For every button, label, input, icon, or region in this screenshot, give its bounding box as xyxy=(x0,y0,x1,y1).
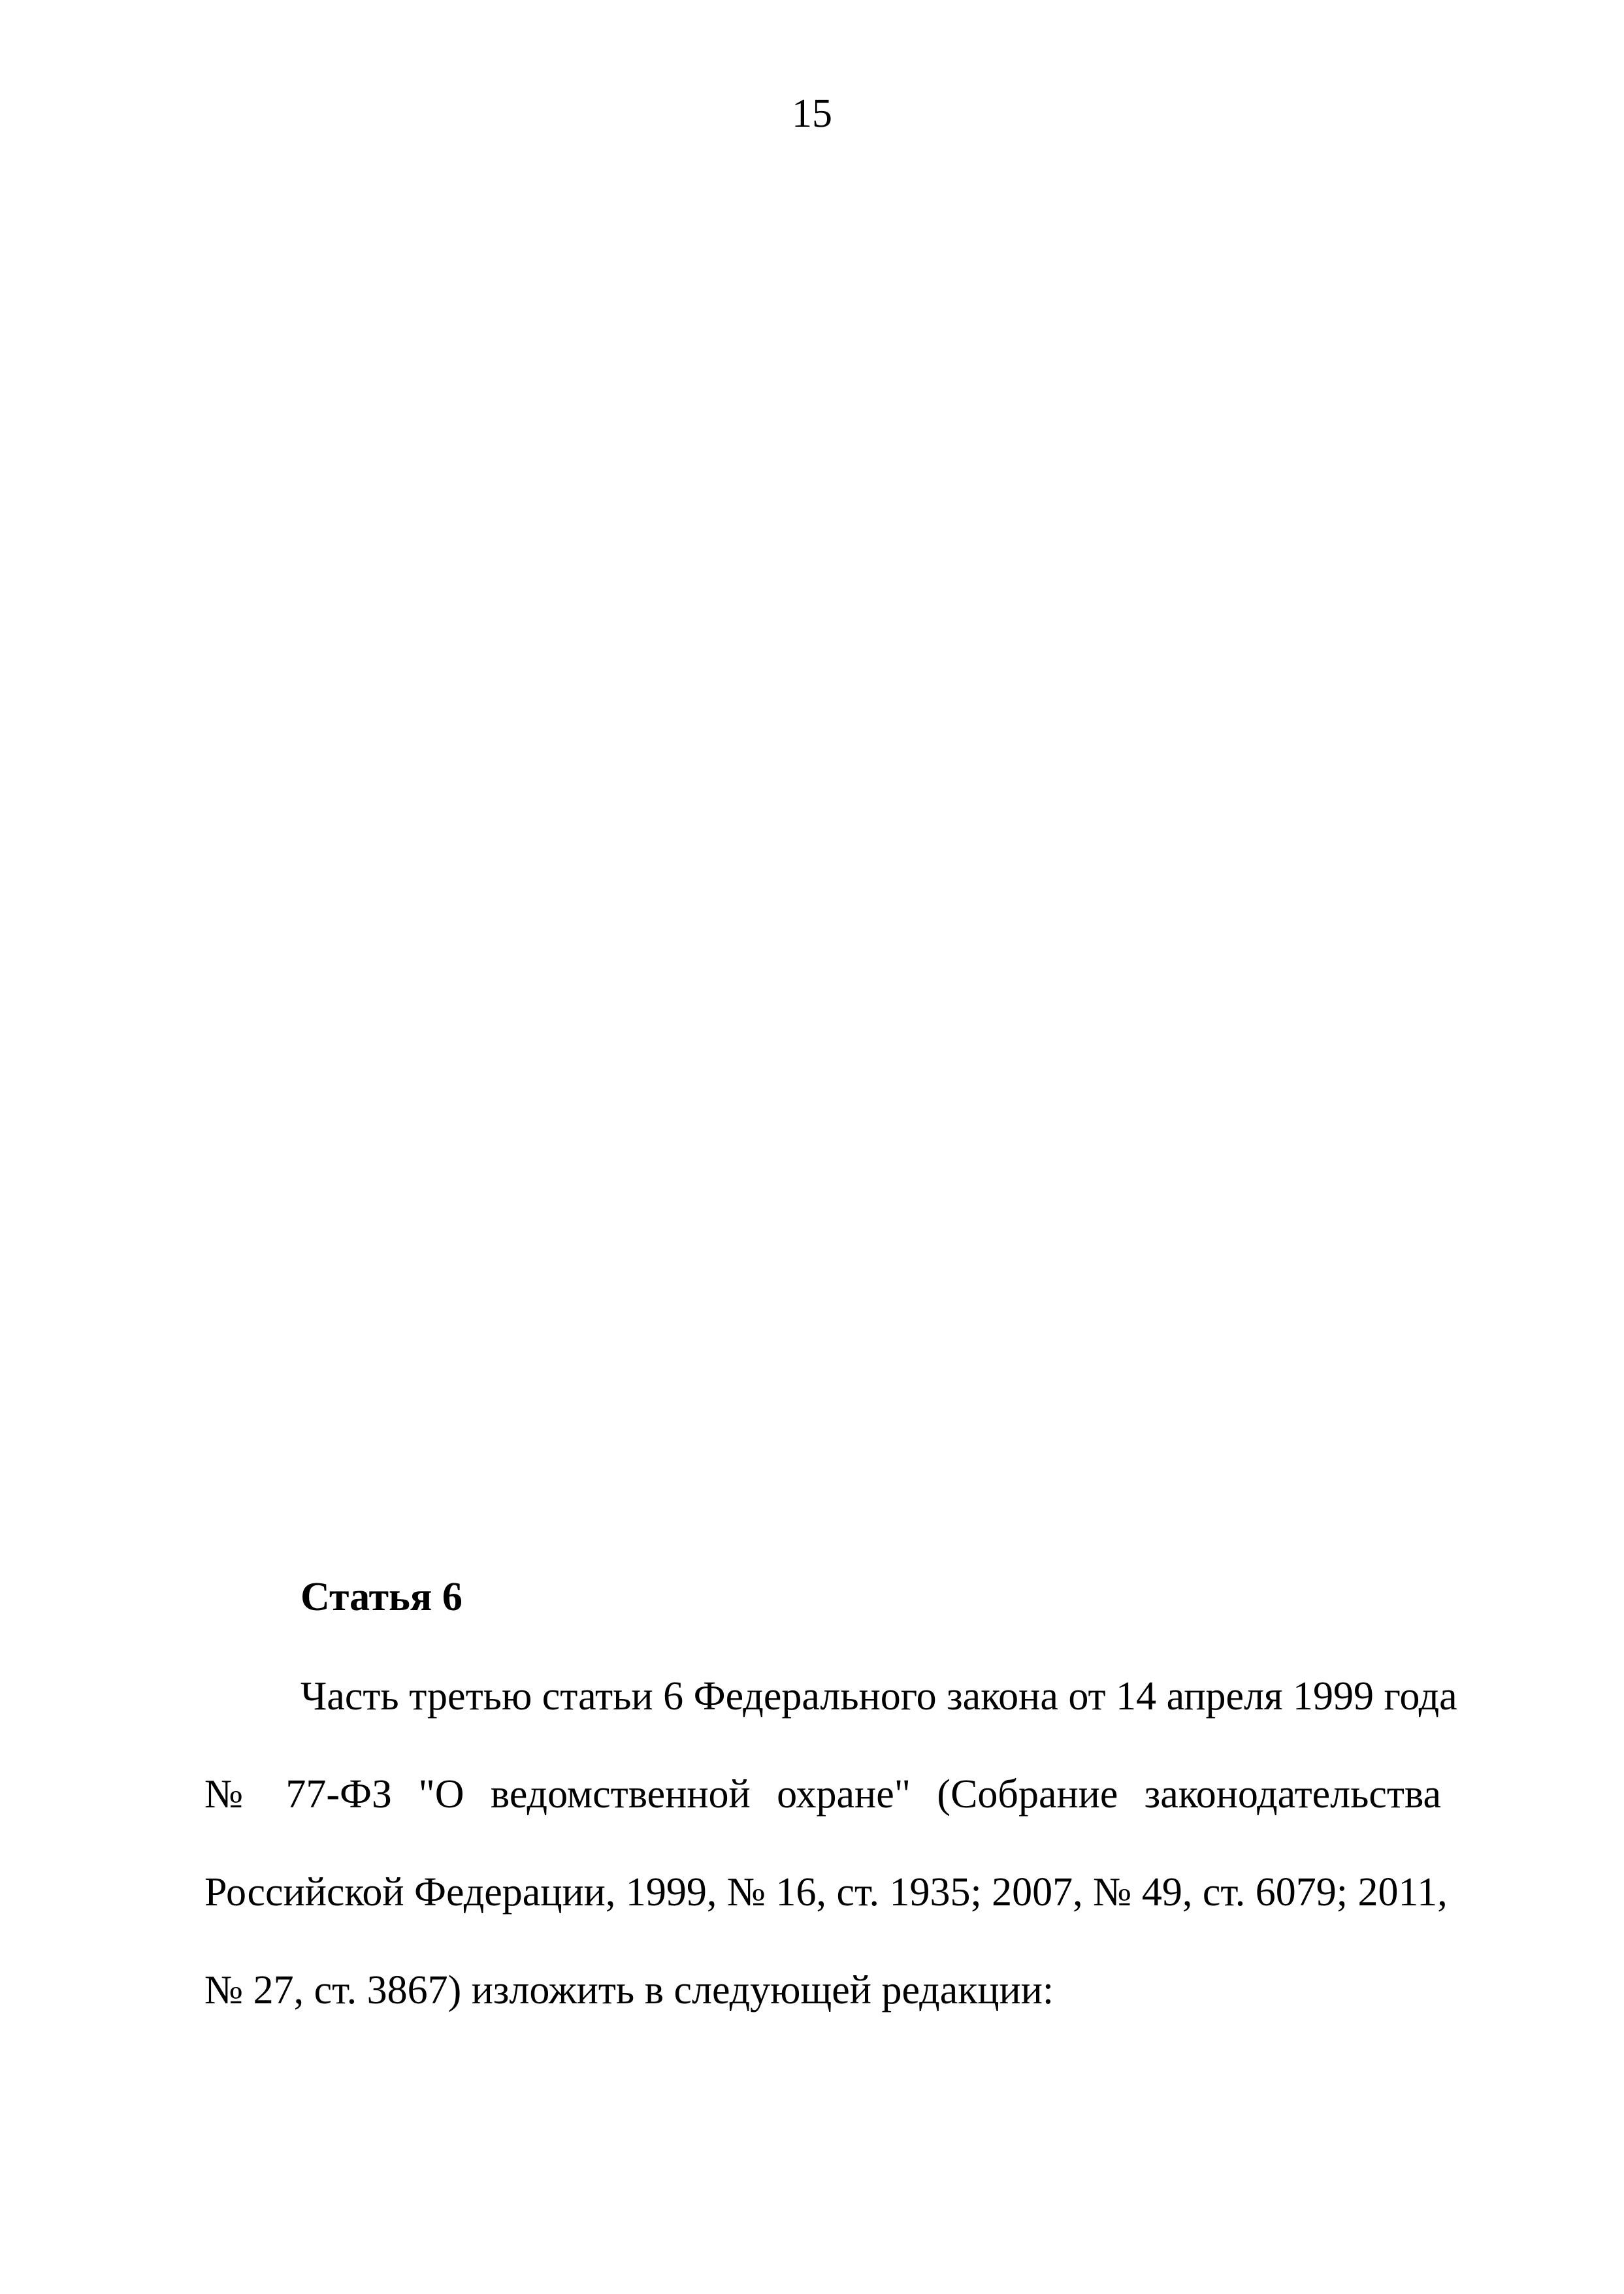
page-number: 15 xyxy=(792,91,832,136)
article-title: Статья 6 xyxy=(300,1575,463,1619)
paragraph-line: № 27, ст. 3867) изложить в следующей редакции: xyxy=(204,1968,1054,2012)
paragraph-line: № 77-ФЗ "О ведомственной охране" (Собрание законодательства xyxy=(204,1772,1441,1817)
paragraph-line: Часть третью статьи 6 Федерального закона от 14 апреля 1999 года xyxy=(300,1674,1457,1719)
paragraph-line: Российской Федерации, 1999, № 16, ст. 1935; 2007, № 49, ст. 6079; 2011, xyxy=(204,1870,1448,1914)
